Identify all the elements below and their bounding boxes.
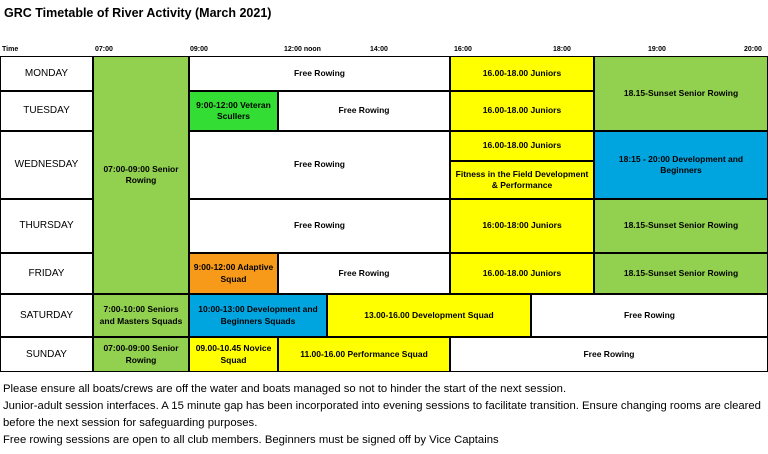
session-thursday-senior-rowing: 18.15-Sunset Senior Rowing — [594, 199, 768, 253]
session-tuesday-veteran-scullers: 9:00-12:00 Veteran Scullers — [189, 91, 278, 131]
session-wednesday-free-rowing: Free Rowing — [189, 131, 450, 199]
session-weekday-senior-rowing: 07:00-09:00 Senior Rowing — [93, 56, 189, 294]
session-tuesday-free-rowing: Free Rowing — [278, 91, 450, 131]
day-sunday: SUNDAY — [0, 337, 93, 372]
session-wednesday-fitness: Fitness in the Field Development & Performance — [450, 161, 594, 199]
day-monday: MONDAY — [0, 56, 93, 91]
day-tuesday: TUESDAY — [0, 91, 93, 131]
day-thursday: THURSDAY — [0, 199, 93, 253]
session-monday-juniors: 16.00-18.00 Juniors — [450, 56, 594, 91]
day-saturday: SATURDAY — [0, 294, 93, 337]
note-boats: Please ensure all boats/crews are off the water and boats managed so not to hinder the start of the next session. — [3, 383, 567, 395]
session-saturday-seniors-masters: 7:00-10:00 Seniors and Masters Squads — [93, 294, 189, 337]
session-tuesday-juniors: 16.00-18.00 Juniors — [450, 91, 594, 131]
day-wednesday: WEDNESDAY — [0, 131, 93, 199]
session-sunday-senior-rowing: 07:00-09:00 Senior Rowing — [93, 337, 189, 372]
notes — [3, 381, 765, 449]
session-mon-tue-senior-rowing: 18.15-Sunset Senior Rowing — [594, 56, 768, 131]
time-header-1900: 19:00 — [648, 46, 666, 53]
time-header-1200: 12:00 noon — [284, 46, 321, 53]
session-thursday-juniors: 16:00-18:00 Juniors — [450, 199, 594, 253]
note-junior-adult: Junior-adult session interfaces. A 15 minute gap has been incorporated into evening sessions to facilitate transition. Ensure changing rooms are cleared before the next session for safeguarding purposes. — [3, 400, 761, 429]
time-header-0900: 09:00 — [190, 46, 208, 53]
time-header-0700: 07:00 — [95, 46, 113, 53]
session-sunday-free-rowing: Free Rowing — [450, 337, 768, 372]
session-wednesday-juniors: 16.00-18.00 Juniors — [450, 131, 594, 161]
time-header-2000: 20:00 — [744, 46, 762, 53]
session-thursday-free-rowing: Free Rowing — [189, 199, 450, 253]
session-sunday-performance-squad: 11.00-16.00 Performance Squad — [278, 337, 450, 372]
note-free-rowing: Free rowing sessions are open to all club members. Beginners must be signed off by Vice Captains — [3, 434, 499, 446]
session-friday-free-rowing: Free Rowing — [278, 253, 450, 294]
time-header-1800: 18:00 — [553, 46, 571, 53]
page-title: GRC Timetable of River Activity (March 2021) — [4, 6, 272, 20]
session-monday-free-rowing: Free Rowing — [189, 56, 450, 91]
session-saturday-free-rowing: Free Rowing — [531, 294, 768, 337]
session-saturday-development-squad: 13.00-16.00 Development Squad — [327, 294, 531, 337]
day-friday: FRIDAY — [0, 253, 93, 294]
session-friday-juniors: 16.00-18.00 Juniors — [450, 253, 594, 294]
timetable-grid — [0, 56, 768, 372]
time-header-1600: 16:00 — [454, 46, 472, 53]
time-header-label: Time — [2, 46, 19, 53]
session-friday-senior-rowing: 18.15-Sunset Senior Rowing — [594, 253, 768, 294]
time-header-1400: 14:00 — [370, 46, 388, 53]
session-wednesday-development-beginners: 18:15 - 20:00 Development and Beginners — [594, 131, 768, 199]
session-saturday-development-beginners: 10:00-13:00 Development and Beginners Squads — [189, 294, 327, 337]
session-friday-adaptive-squad: 9:00-12:00 Adaptive Squad — [189, 253, 278, 294]
session-sunday-novice-squad: 09.00-10.45 Novice Squad — [189, 337, 278, 372]
